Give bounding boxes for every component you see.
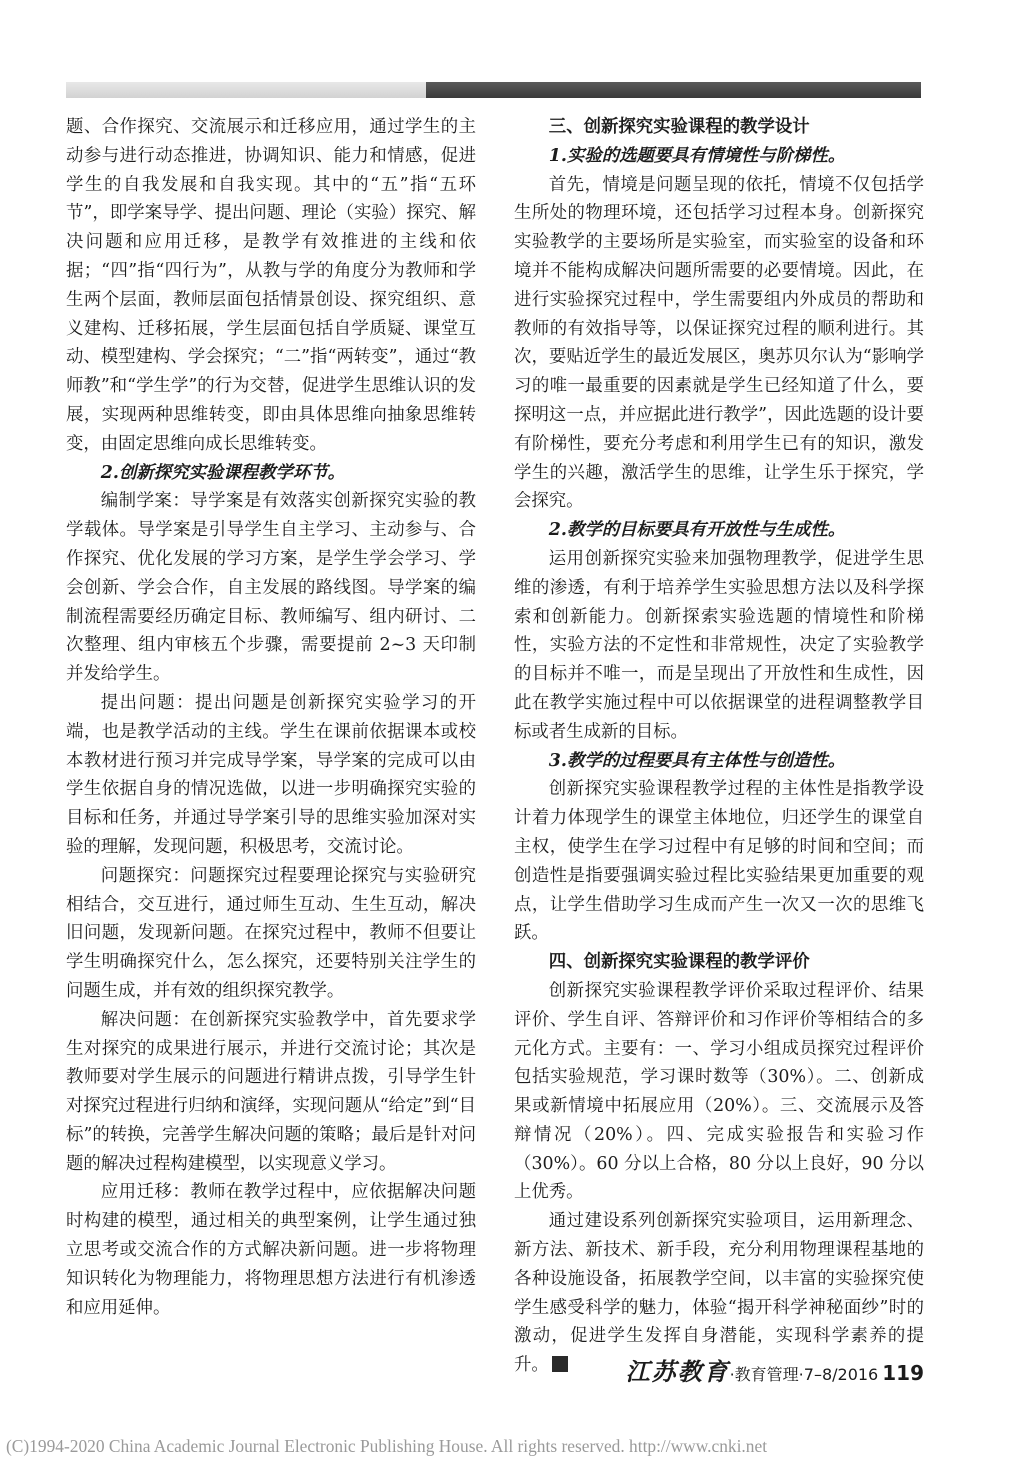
left-column xyxy=(66,113,476,1322)
body-paragraph xyxy=(514,545,924,747)
journal-name: 江苏教育 xyxy=(625,1357,730,1386)
body-paragraph xyxy=(66,1178,476,1322)
paragraph-text: 创新探究实验课程教学过程的主体性是指教学设计着力体现学生的课堂主体地位，归还学生的课堂自主权，使学生在学习过程中有足够的时间和空间；而创造性是指要强调实验过程比实验结果更加重要的观点，让学生借助学习生成而产生一次又一次的思维飞跃。 xyxy=(514,779,924,944)
section-heading xyxy=(514,948,924,977)
paragraph-text: 通过建设系列创新探究实验项目，运用新理念、新方法、新技术、新手段，充分利用物理课程基地的各种设施设备，拓展教学空间，以丰富的实验探究使学生感受科学的魅力，体验“揭开科学神秘面纱”时的激动，促进学生发挥自身潜能，实现科学素养的提升。 xyxy=(514,1211,924,1376)
body-paragraph xyxy=(514,171,924,517)
paragraph-text: 题、合作探究、交流展示和迁移应用，通过学生的主动参与进行动态推进，协调知识、能力和情感，促进学生的自我发展和自我实现。其中的“五”指“五环节”，即学案导学、提出问题、理论（实验）探究、解决问题和应用迁移，是教学有效推进的主线和依据；“四”指“四行为”，从教与学的角度分为教师和学生两个层面，教师层面包括情景创设、探究组织、意义建构、迁移拓展，学生层面包括自学质疑、课堂互动、模型建构、学会探究；“二”指“两转变”，通过“教师教”和“学生学”的行为交替，促进学生思维认识的发展，实现两种思维转变，即由具体思维向抽象思维转变，由固定思维向成长思维转变。 xyxy=(66,117,476,454)
right-column xyxy=(514,113,924,1380)
body-paragraph xyxy=(66,689,476,862)
body-paragraph xyxy=(66,487,476,689)
subsection-heading xyxy=(514,142,924,171)
paragraph-text: 创新探究实验课程教学评价采取过程评价、结果评价、学生自评、答辩评价和习作评价等相结合的多元化方式。主要有：一、学习小组成员探究过程评价包括实验规范，学习课时数等（30%）。二、创新成果或新情境中拓展应用（20%）。三、交流展示及答辩情况（20%）。四、完成实验报告和实验习作（30%）。60 分以上合格，80 分以上良好，90 分以上优秀。 xyxy=(514,980,924,1203)
body-paragraph xyxy=(514,775,924,948)
paragraph-text: 2.教学的目标要具有开放性与生成性。 xyxy=(548,520,846,541)
paragraph-text: 首先，情境是问题呈现的依托，情境不仅包括学生所处的物理环境，还包括学习过程本身。创新探究实验教学的主要场所是实验室，而实验室的设备和环境并不能构成解决问题所需要的必要情境。因此，在进行实验探究过程中，学生需要组内外成员的帮助和教师的有效指导等，以保证探究过程的顺利进行。其次，要贴近学生的最近发展区，奥苏贝尔认为“影响学习的唯一最重要的因素就是学生已经知道了什么，要探明这一点，并应据此进行教学”，因此选题的设计要有阶梯性，要充分考虑和利用学生已有的知识，激发学生的兴趣，激活学生的思维，让学生乐于探究，学会探究。 xyxy=(514,174,924,512)
header-rule-light xyxy=(66,82,426,98)
subsection-heading xyxy=(514,516,924,545)
page-footer xyxy=(626,1352,924,1387)
body-paragraph xyxy=(514,977,924,1207)
paragraph-text: 提出问题：提出问题是创新探究实验学习的开端，也是教学活动的主线。学生在课前依据课本或校本教材进行预习并完成导学案，导学案的完成可以由学生依据自身的情况选做，以进一步明确探究实验的目标和任务，并通过导学案引导的思维实验加深对实验的理解，发现问题，积极思考，交流讨论。 xyxy=(66,692,476,857)
paragraph-text: 3.教学的过程要具有主体性与创造性。 xyxy=(548,750,846,771)
paragraph-text: 问题探究：问题探究过程要理论探究与实验研究相结合，交互进行，通过师生互动、生生互动，解决旧问题，发现新问题。在探究过程中，教师不但要让学生明确探究什么，怎么探究，还要特别关注学生的问题生成，并有效的组织探究教学。 xyxy=(66,865,476,1001)
article-end-mark xyxy=(552,1356,568,1372)
header-rule xyxy=(66,82,921,98)
body-paragraph xyxy=(66,1006,476,1179)
paragraph-text: 四、创新探究实验课程的教学评价 xyxy=(548,952,810,973)
paragraph-text: 1.实验的选题要具有情境性与阶梯性。 xyxy=(548,145,846,166)
copyright-notice: (C)1994-2020 China Academic Journal Electronic Publishing House. All rights reserved. http://www.cnki.net xyxy=(6,1436,768,1456)
page-number: 119 xyxy=(882,1361,924,1385)
paragraph-text: 三、创新探究实验课程的教学设计 xyxy=(548,117,810,137)
paragraph-text: 运用创新探究实验来加强物理教学，促进学生思维的渗透，有利于培养学生实验思想方法以及科学探索和创新能力。创新探索实验选题的情境性和阶梯性，实验方法的不定性和非常规性，决定了实验教学的目标并不唯一，而是呈现出了开放性和生成性，因此在教学实施过程中可以依据课堂的进程调整教学目标或者生成新的目标。 xyxy=(514,548,924,742)
paragraph-text: 编制学案：导学案是有效落实创新探究实验的教学载体。导学案是引导学生自主学习、主动参与、合作探究、优化发展的学习方案，是学生学会学习、学会创新、学会合作，自主发展的路线图。导学案的编制流程需要经历确定目标、教师编写、组内研讨、二次整理、组内审核五个步骤，需要提前 2~3 天印制并发给学生。 xyxy=(66,491,476,685)
subsection-heading xyxy=(66,459,476,488)
body-paragraph xyxy=(66,862,476,1006)
body-paragraph xyxy=(66,113,476,459)
paragraph-text: 解决问题：在创新探究实验教学中，首先要求学生对探究的成果进行展示，并进行交流讨论；其次是教师要对学生展示的问题进行精讲点拨，引导学生针对探究过程进行归纳和演绎，实现问题从“给定”到“目标”的转换，完善学生解决问题的策略；最后是针对问题的解决过程构建模型，以实现意义学习。 xyxy=(66,1009,476,1174)
section-heading xyxy=(514,113,924,142)
header-rule-dark xyxy=(426,82,921,98)
issue-info: ·教育管理·7–8/2016 xyxy=(729,1365,879,1384)
paragraph-text: 应用迁移：教师在教学过程中，应依据解决问题时构建的模型，通过相关的典型案例，让学生通过独立思考或交流合作的方式解决新问题。进一步将物理知识转化为物理能力，将物理思想方法进行有机渗透和应用延伸。 xyxy=(66,1182,476,1318)
subsection-heading xyxy=(514,747,924,776)
paragraph-text: 2.创新探究实验课程教学环节。 xyxy=(100,462,346,483)
